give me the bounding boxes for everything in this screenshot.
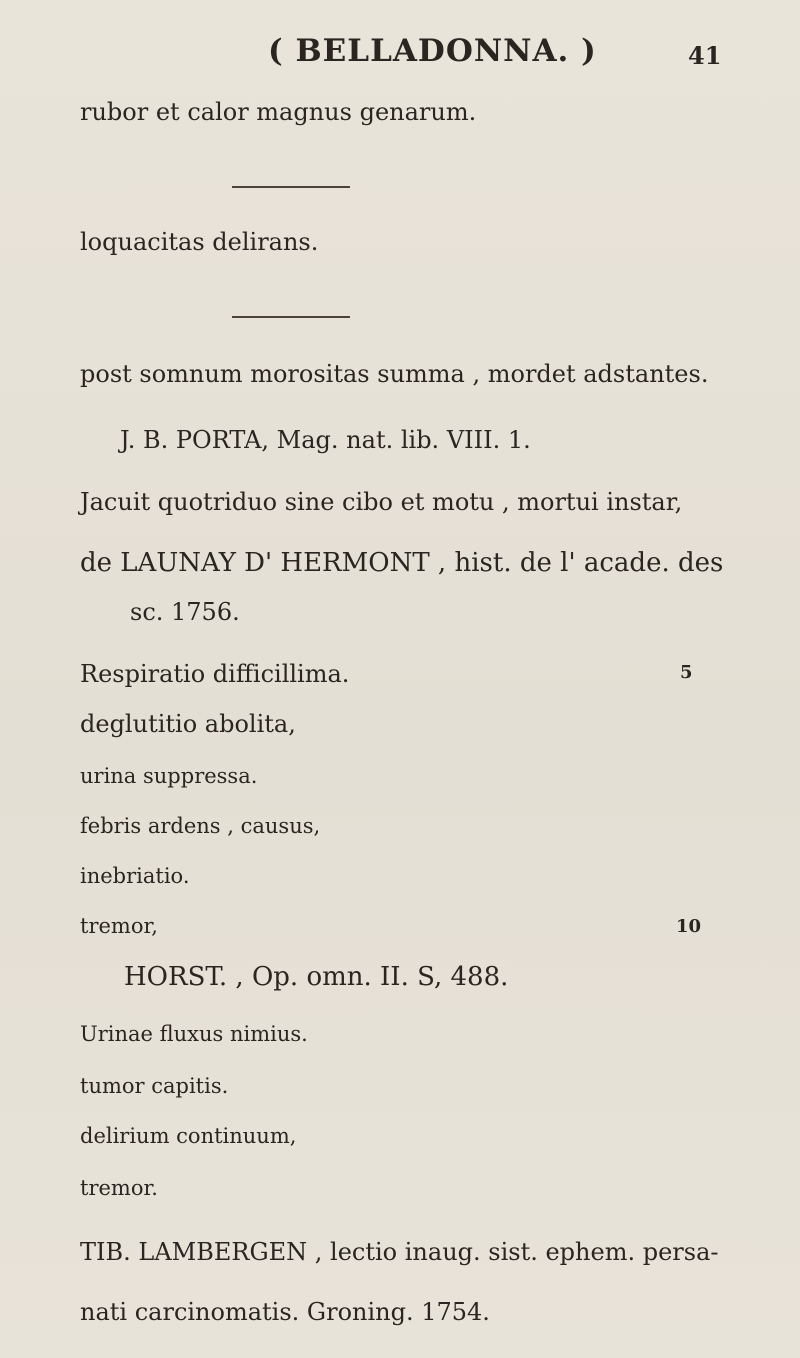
citation-line: de LAUNAY D' HERMONT , hist. de l' acade. des [80,548,724,578]
symptom-line: tremor. [80,1176,158,1200]
text-line: post somnum morositas summa , mordet adstantes. [80,360,709,388]
symptom-line: inebriatio. [80,864,190,888]
symptom-line: tumor capitis. [80,1074,229,1098]
separator-rule [232,186,350,188]
symptom-line: Urinae fluxus nimius. [80,1022,308,1046]
symptom-line: deglutitio abolita, [80,710,296,738]
text-line: rubor et calor magnus genarum. [80,98,477,126]
symptom-line: delirium continuum, [80,1124,297,1148]
citation-line: sc. 1756. [130,598,240,626]
running-header: ( BELLADONNA. ) [268,33,597,69]
symptom-line: tremor, [80,914,158,938]
margin-number: 5 [680,662,693,683]
symptom-line: urina suppressa. [80,764,258,788]
page-number: 41 [688,41,722,70]
symptom-line: Respiratio difficillima. [80,660,350,688]
margin-number: 10 [676,916,702,937]
citation-line: TIB. LAMBERGEN , lectio inaug. sist. ephem. persa- [80,1238,719,1266]
symptom-line: febris ardens , causus, [80,814,321,838]
text-line: loquacitas delirans. [80,228,319,256]
citation-line: J. B. PORTA, Mag. nat. lib. VIII. 1. [120,426,531,454]
citation-line: nati carcinomatis. Groning. 1754. [80,1298,490,1326]
text-line: Jacuit quotriduo sine cibo et motu , mortui instar, [80,488,683,516]
separator-rule [232,316,350,318]
citation-line: HORST. , Op. omn. II. S, 488. [124,962,509,992]
